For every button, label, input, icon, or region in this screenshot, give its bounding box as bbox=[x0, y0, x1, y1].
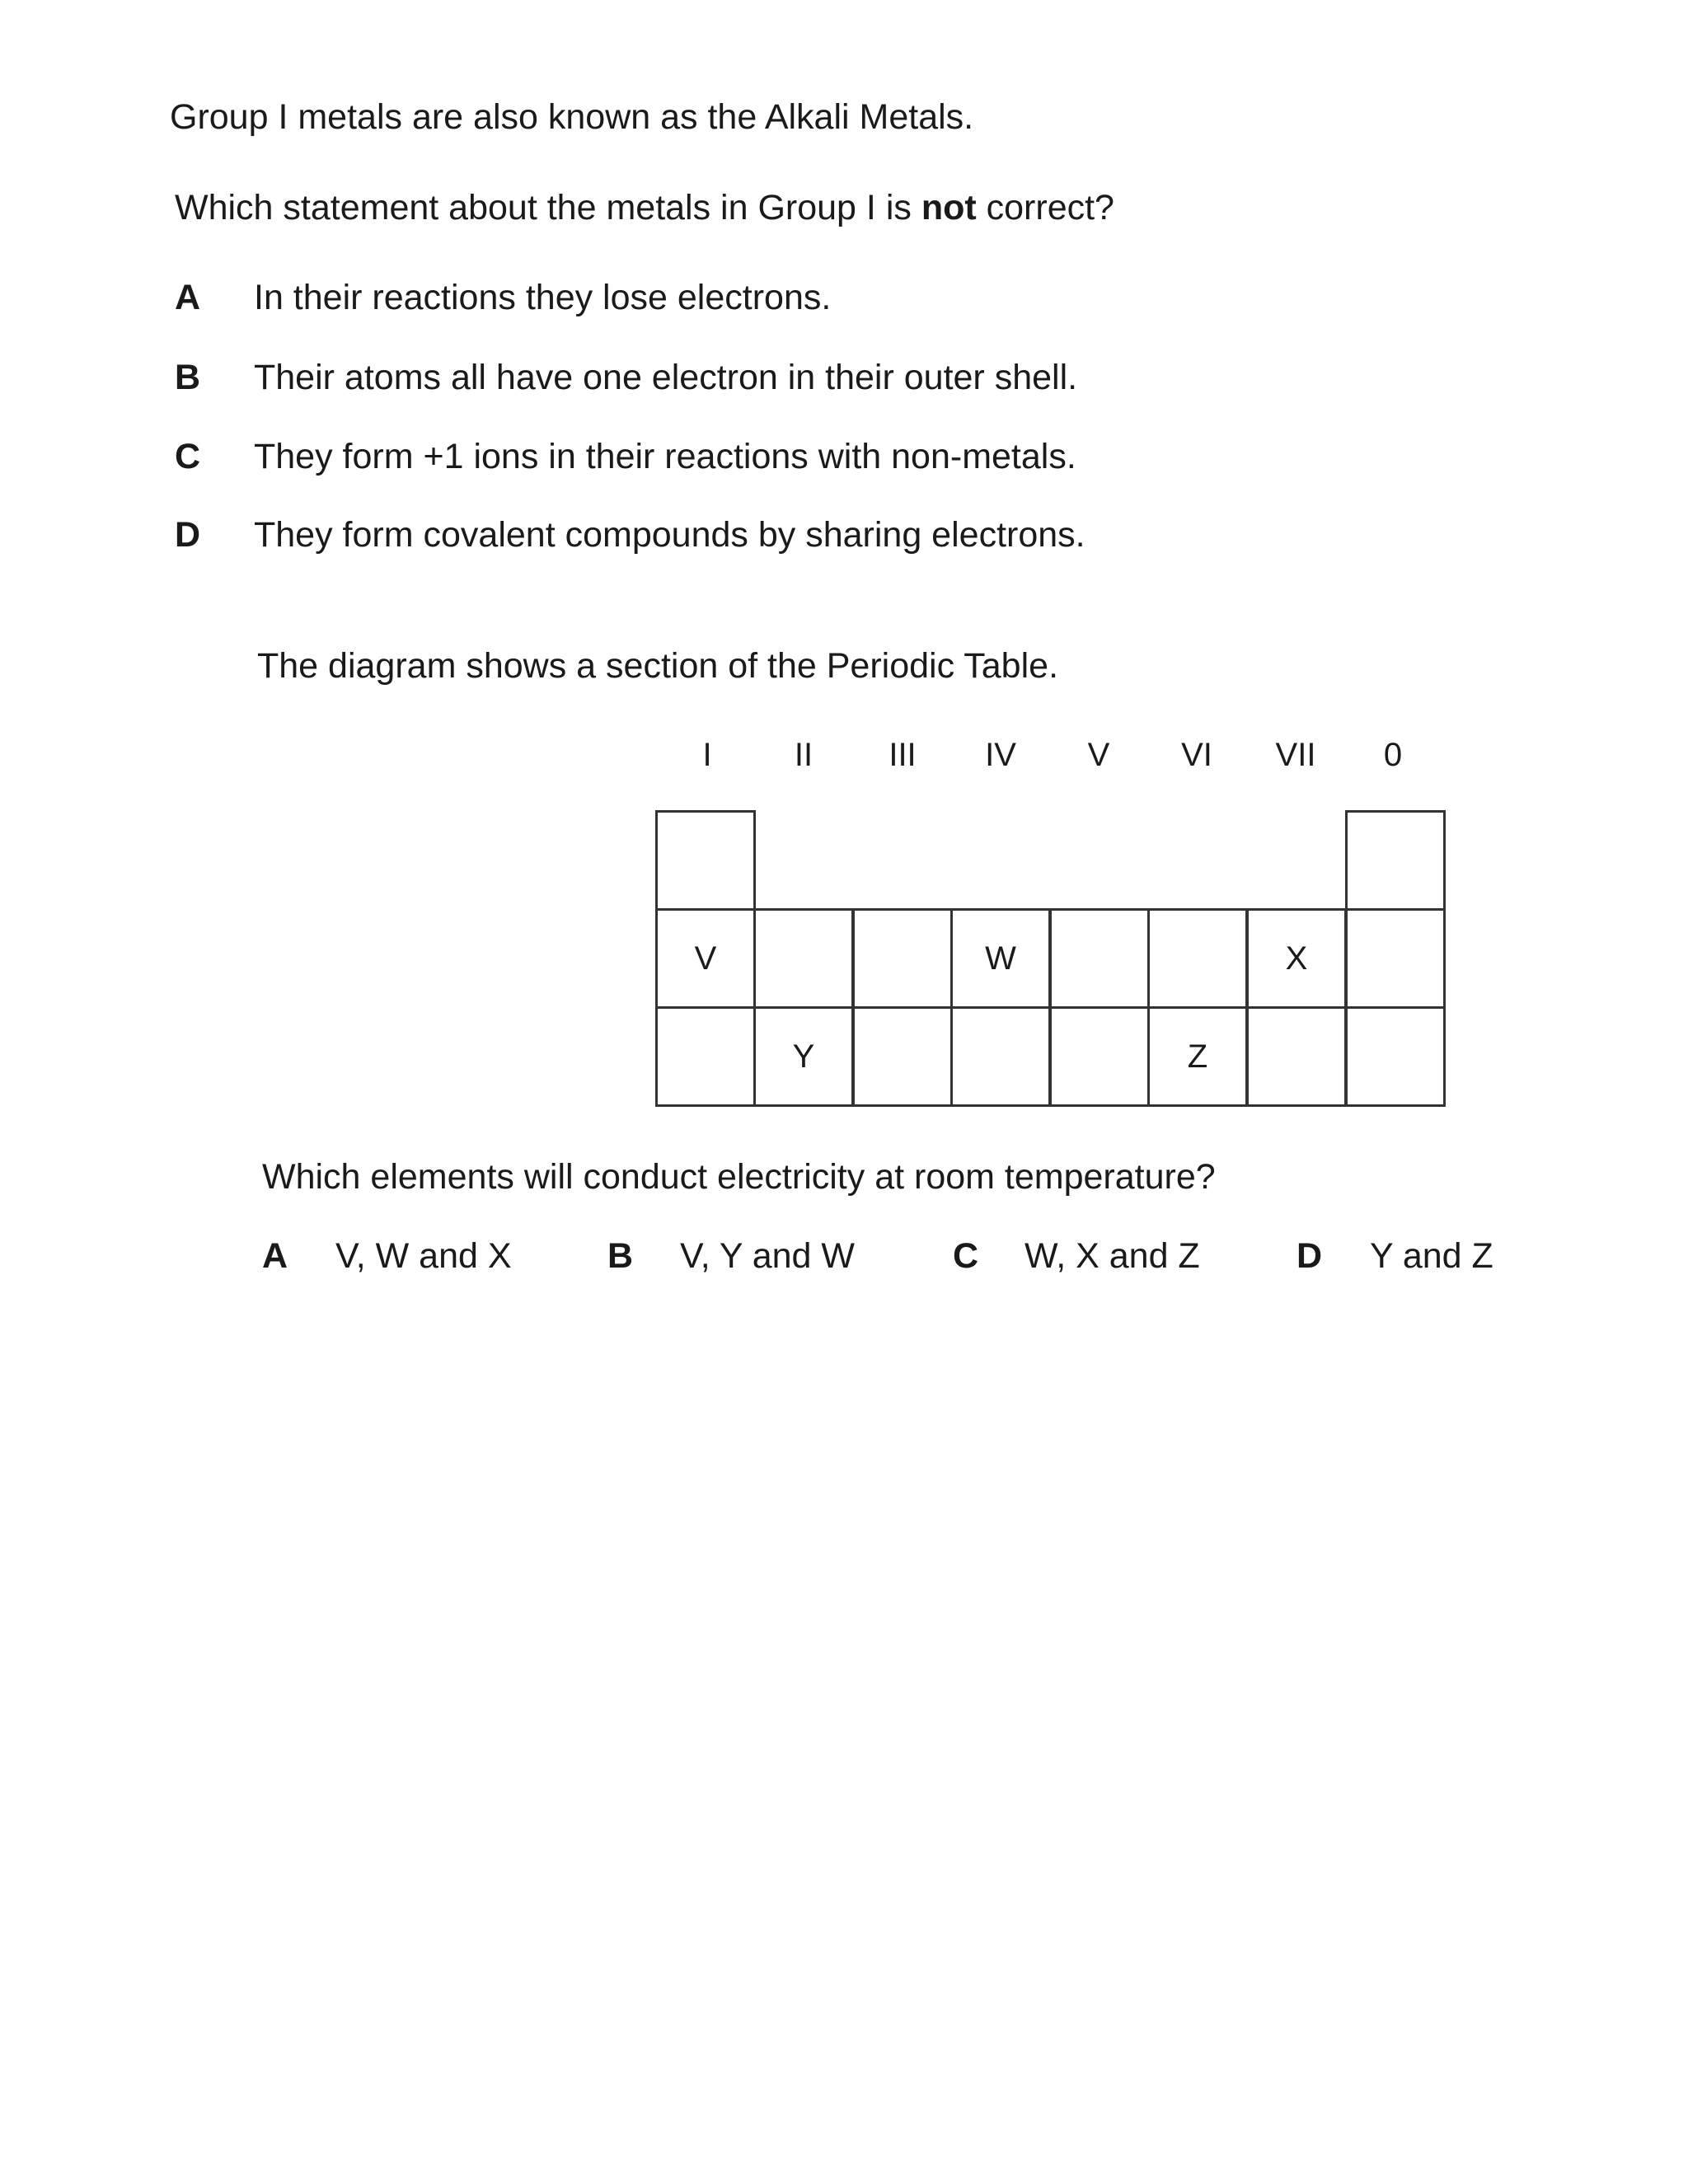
group-label: III bbox=[889, 737, 917, 773]
table-cell bbox=[655, 1006, 756, 1107]
option-letter: B bbox=[607, 1236, 634, 1276]
table-cell: V bbox=[655, 908, 756, 1009]
table-cell: W bbox=[950, 908, 1051, 1009]
option-letter: C bbox=[175, 437, 201, 476]
group-label: I bbox=[702, 737, 712, 773]
option-text: They form +1 ions in their reactions with non-metals. bbox=[254, 437, 1076, 476]
table-cell bbox=[1246, 1006, 1347, 1107]
group-label: IV bbox=[985, 737, 1016, 773]
table-cell bbox=[1049, 1006, 1150, 1107]
table-cell bbox=[852, 1006, 953, 1107]
q1-stem-before: Which statement about the metals in Group I is bbox=[175, 188, 921, 227]
q1-intro: Group I metals are also known as the Alkali Metals. bbox=[170, 97, 974, 137]
table-cell bbox=[753, 908, 854, 1009]
option-letter: C bbox=[953, 1236, 979, 1276]
table-cell bbox=[1345, 908, 1446, 1009]
table-cell bbox=[950, 1006, 1051, 1107]
table-cell bbox=[1345, 1006, 1446, 1107]
q2-intro: The diagram shows a section of the Periodic Table. bbox=[257, 646, 1059, 686]
option-letter: D bbox=[1296, 1236, 1323, 1276]
group-label: VII bbox=[1275, 737, 1316, 773]
option-letter: A bbox=[262, 1236, 288, 1276]
option-text: They form covalent compounds by sharing electrons. bbox=[254, 515, 1085, 555]
group-label: VI bbox=[1181, 737, 1212, 773]
q1-stem-after: correct? bbox=[976, 188, 1114, 227]
table-cell: Z bbox=[1147, 1006, 1248, 1107]
table-cell-group-0-period-1 bbox=[1345, 810, 1446, 911]
option-text: V, W and X bbox=[335, 1236, 512, 1276]
table-cell: X bbox=[1246, 908, 1347, 1009]
option-text: V, Y and W bbox=[680, 1236, 855, 1276]
option-letter: B bbox=[175, 358, 201, 397]
table-cell bbox=[1147, 908, 1248, 1009]
option-text: Y and Z bbox=[1370, 1236, 1493, 1276]
table-cell bbox=[1049, 908, 1150, 1009]
option-text: Their atoms all have one electron in their outer shell. bbox=[254, 358, 1078, 397]
option-letter: A bbox=[175, 278, 201, 317]
group-label: II bbox=[794, 737, 814, 773]
option-text: In their reactions they lose electrons. bbox=[254, 278, 832, 317]
q1-stem bbox=[175, 186, 1114, 229]
table-cell bbox=[852, 908, 953, 1009]
table-cell: Y bbox=[753, 1006, 854, 1107]
q2-stem: Which elements will conduct electricity at room temperature? bbox=[262, 1157, 1216, 1197]
option-letter: D bbox=[175, 515, 201, 555]
option-text: W, X and Z bbox=[1025, 1236, 1200, 1276]
group-label: 0 bbox=[1383, 737, 1403, 773]
table-cell-group-1-period-1 bbox=[655, 810, 756, 911]
group-label: V bbox=[1087, 737, 1110, 773]
q1-stem-emphasis: not bbox=[921, 188, 977, 227]
